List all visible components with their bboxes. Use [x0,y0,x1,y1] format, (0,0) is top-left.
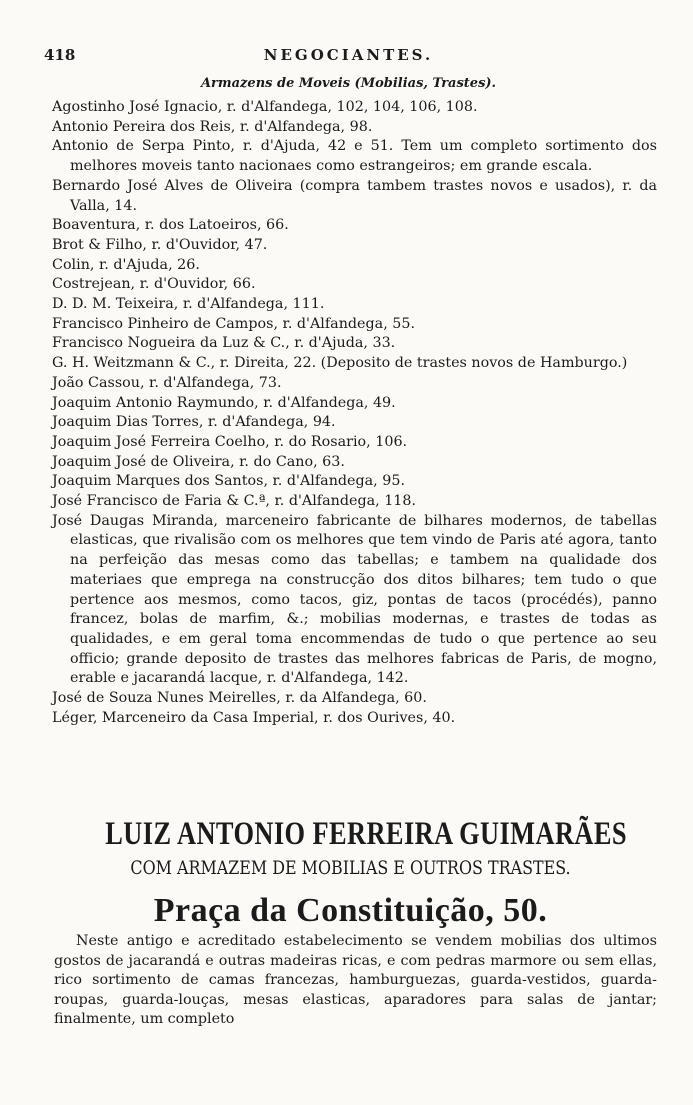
directory-entry: José Daugas Miranda, marceneiro fabricante de bilhares modernos, de tabellas elasticas, que rivalisão com os melhores que tem vindo de Paris até agora, tanto na perfeição das mesas como das tabellas; e tambem na qualidade dos materiaes que emprega na construcção dos ditos bilhares; tem tudo o que pertence aos mesmos, como tacos, giz, pontas de tacos (procédés), panno francez, bolas de marfim, &.; mobilias modernas, e trastes de todas as qualidades, e em geral toma encommendas de tudo o que pertence ao seu officio; grande deposito de trastes das melhores fabricas de Paris, de mogno, erable e jacarandá lacque, r. d'Alfandega, 142. [52,512,657,687]
advertiser-address: Praça da Constituição, 50. [153,892,548,929]
directory-entry: G. H. Weitzmann & C., r. Direita, 22. (Deposito de trastes novos de Hamburgo.) [52,355,628,372]
section-title: Armazens de Moveis (Mobilias, Trastes). [200,76,497,91]
page-number: 418 [44,46,76,64]
directory-entry: Agostinho José Ignacio, r. d'Alfandega, 102, 104, 106, 108. [52,99,478,115]
advertisement-body: Neste antigo e acreditado estabelecimento se vendem mobilias dos ultimos gostos de jacarandá e outras madeiras ricas, e com pedras marmore ou sem ellas, rico sortimento de camas francezas, hamburguezas, guarda-vestidos, guarda-roupas, guarda-louças, mesas elasticas, aparadores para salas de jantar; finalmente, um completo [54,933,657,1028]
directory-entry: D. D. M. Teixeira, r. d'Alfandega, 111. [52,296,325,313]
directory-entry: Joaquim José Ferreira Coelho, r. do Rosario, 106. [52,433,408,450]
directory-entry: Joaquim Antonio Raymundo, r. d'Alfandega, 49. [52,394,396,411]
advertiser-subtitle: COM ARMAZEM DE MOBILIAS E OUTROS TRASTES. [130,858,571,879]
directory-entry: Francisco Pinheiro de Campos, r. d'Alfandega, 55. [52,315,416,332]
directory-entry: Brot & Filho, r. d'Ouvidor, 47. [52,236,268,253]
directory-entry: José Francisco de Faria & C.ª, r. d'Alfandega, 118. [52,493,417,510]
directory-entry: José de Souza Nunes Meirelles, r. da Alfandega, 60. [52,690,427,707]
directory-entry: Costrejean, r. d'Ouvidor, 66. [52,276,256,293]
page-header [44,46,653,70]
directory-entry: Léger, Marceneiro da Casa Imperial, r. dos Ourives, 40. [52,709,456,726]
directory-entry: Antonio Pereira dos Reis, r. d'Alfandega, 98. [52,118,373,135]
directory-entry: Joaquim Marques dos Santos, r. d'Alfandega, 95. [52,473,406,490]
directory-entry: João Cassou, r. d'Alfandega, 73. [52,374,282,391]
directory-entry: Joaquim Dias Torres, r. d'Afandega, 94. [52,414,336,431]
advertisement [44,814,657,934]
running-title: NEGOCIANTES. [263,46,434,64]
directory-entry: Boaventura, r. dos Latoeiros, 66. [52,217,289,234]
directory-list [52,98,657,729]
directory-entry: Francisco Nogueira da Luz & C., r. d'Ajuda, 33. [52,335,396,352]
advertiser-name: LUIZ ANTONIO FERREIRA GUIMARÃES [105,816,627,852]
directory-entry: Bernardo José Alves de Oliveira (compra tambem trastes novos e usados), r. da Valla, 14. [52,177,657,214]
directory-entry: Joaquim José de Oliveira, r. do Cano, 63. [52,453,345,470]
directory-entry: Antonio de Serpa Pinto, r. d'Ajuda, 42 e 51. Tem um completo sortimento dos melhores moveis tanto nacionaes como estrangeiros; em grande escala. [52,138,657,175]
directory-entry: Colin, r. d'Ajuda, 26. [52,256,200,273]
